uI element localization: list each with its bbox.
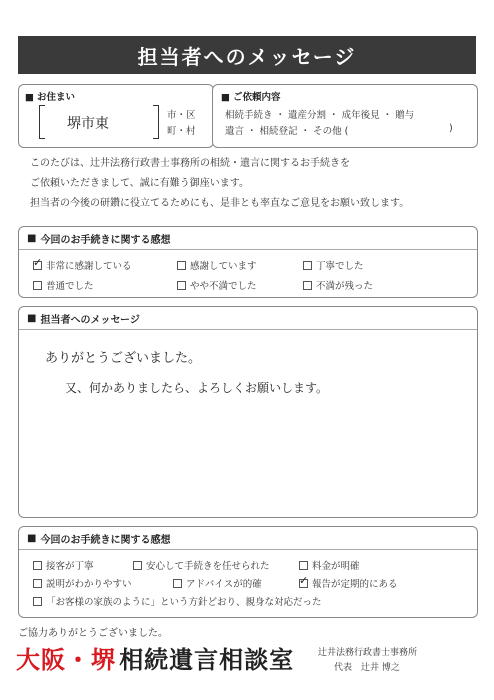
option-dissatisfied[interactable]: 不満が残った bbox=[303, 278, 373, 292]
checkbox-icon[interactable] bbox=[177, 281, 186, 290]
address-value[interactable]: 堺市東 bbox=[67, 116, 109, 132]
representative: 代表 辻井 博之 bbox=[334, 663, 400, 673]
request-label: ■ ご依頼内容 bbox=[221, 89, 281, 103]
checkbox-icon[interactable] bbox=[33, 579, 42, 588]
checkbox-icon[interactable] bbox=[173, 579, 182, 588]
request-options-line2[interactable]: 遺言 ・ 相続登記 ・ その他 ( bbox=[225, 126, 349, 137]
option-average[interactable]: 普通でした bbox=[33, 278, 177, 292]
option-slightly-dissatisfied[interactable]: やや不満でした bbox=[177, 278, 303, 292]
brand bbox=[16, 640, 294, 675]
impression-section bbox=[18, 226, 478, 298]
checkbox-icon[interactable] bbox=[303, 281, 312, 290]
option-clear-explanation[interactable]: 説明がわかりやすい bbox=[33, 576, 173, 590]
message-heading-text: 担当者へのメッセージ bbox=[40, 314, 140, 326]
checkbox-icon[interactable] bbox=[299, 561, 308, 570]
message-heading bbox=[19, 307, 477, 330]
address-box bbox=[18, 84, 214, 148]
checkbox-icon[interactable] bbox=[303, 261, 312, 270]
option-polite[interactable]: 丁寧でした bbox=[303, 258, 364, 272]
option-good-advice[interactable]: アドバイスが的確 bbox=[173, 576, 299, 590]
option-courteous[interactable]: 接客が丁寧 bbox=[33, 558, 133, 572]
impression-heading bbox=[19, 227, 477, 250]
page-title: 担当者へのメッセージ bbox=[18, 36, 476, 74]
message-line-2[interactable]: 又、何かありましたら、よろしくお願いします。 bbox=[65, 381, 329, 395]
impression-detail-section bbox=[18, 526, 478, 618]
address-label: ■ お住まい bbox=[25, 89, 75, 103]
brand-location: 大阪・堺 bbox=[16, 646, 116, 674]
checkbox-checked-icon[interactable] bbox=[33, 261, 42, 270]
bullet-icon: ■ bbox=[27, 532, 37, 544]
checkbox-checked-icon[interactable] bbox=[299, 579, 308, 588]
impression-heading-text: 今回のお手続きに関する感想 bbox=[40, 234, 171, 246]
option-trusted[interactable]: 安心して手続きを任せられた bbox=[133, 558, 299, 572]
impression-detail-heading-text: 今回のお手続きに関する感想 bbox=[40, 534, 171, 546]
checkbox-icon[interactable] bbox=[33, 281, 42, 290]
address-bracket-left bbox=[39, 105, 45, 139]
checkbox-icon[interactable] bbox=[33, 597, 42, 606]
checkbox-icon[interactable] bbox=[177, 261, 186, 270]
request-options-line1[interactable]: 相続手続き ・ 遺産分割 ・ 成年後見 ・ 贈与 bbox=[225, 110, 415, 121]
option-clear-fees[interactable]: 料金が明確 bbox=[299, 558, 360, 572]
brand-name: 相続遺言相談室 bbox=[119, 646, 295, 674]
impression-detail-heading bbox=[19, 527, 477, 550]
option-family-like-care[interactable]: 「お客様の家族のように」という方針どおり、親身な対応だった bbox=[33, 594, 322, 608]
address-bracket-right bbox=[153, 105, 159, 139]
bullet-icon: ■ bbox=[27, 232, 37, 244]
intro-line-3: 担当者の今後の研鑽に役立てるためにも、是非とも率直なご意見をお願い致します。 bbox=[30, 198, 410, 209]
message-section bbox=[18, 306, 478, 518]
address-suffix-city: 市・区 bbox=[167, 110, 196, 121]
option-grateful[interactable]: 感謝しています bbox=[177, 258, 303, 272]
option-regular-reports[interactable]: ✓ 報告が定期的にある bbox=[299, 576, 398, 590]
office-name: 辻井法務行政書士事務所 bbox=[318, 648, 418, 658]
intro-line-2: ご依頼いただきまして、誠に有難う御座います。 bbox=[30, 178, 249, 189]
intro-line-1: このたびは、辻井法務行政書士事務所の相続・遺言に関するお手続きを bbox=[30, 158, 350, 169]
thanks-text: ご協力ありがとうございました。 bbox=[18, 628, 168, 639]
message-line-1[interactable]: ありがとうございました。 bbox=[45, 351, 202, 366]
option-very-grateful[interactable]: ✓ 非常に感謝している bbox=[33, 258, 177, 272]
bullet-icon: ■ bbox=[27, 312, 37, 324]
request-other-close: ) bbox=[449, 123, 453, 134]
checkbox-icon[interactable] bbox=[133, 561, 142, 570]
checkbox-icon[interactable] bbox=[33, 561, 42, 570]
address-suffix-town: 町・村 bbox=[167, 126, 196, 137]
request-box bbox=[212, 84, 478, 148]
